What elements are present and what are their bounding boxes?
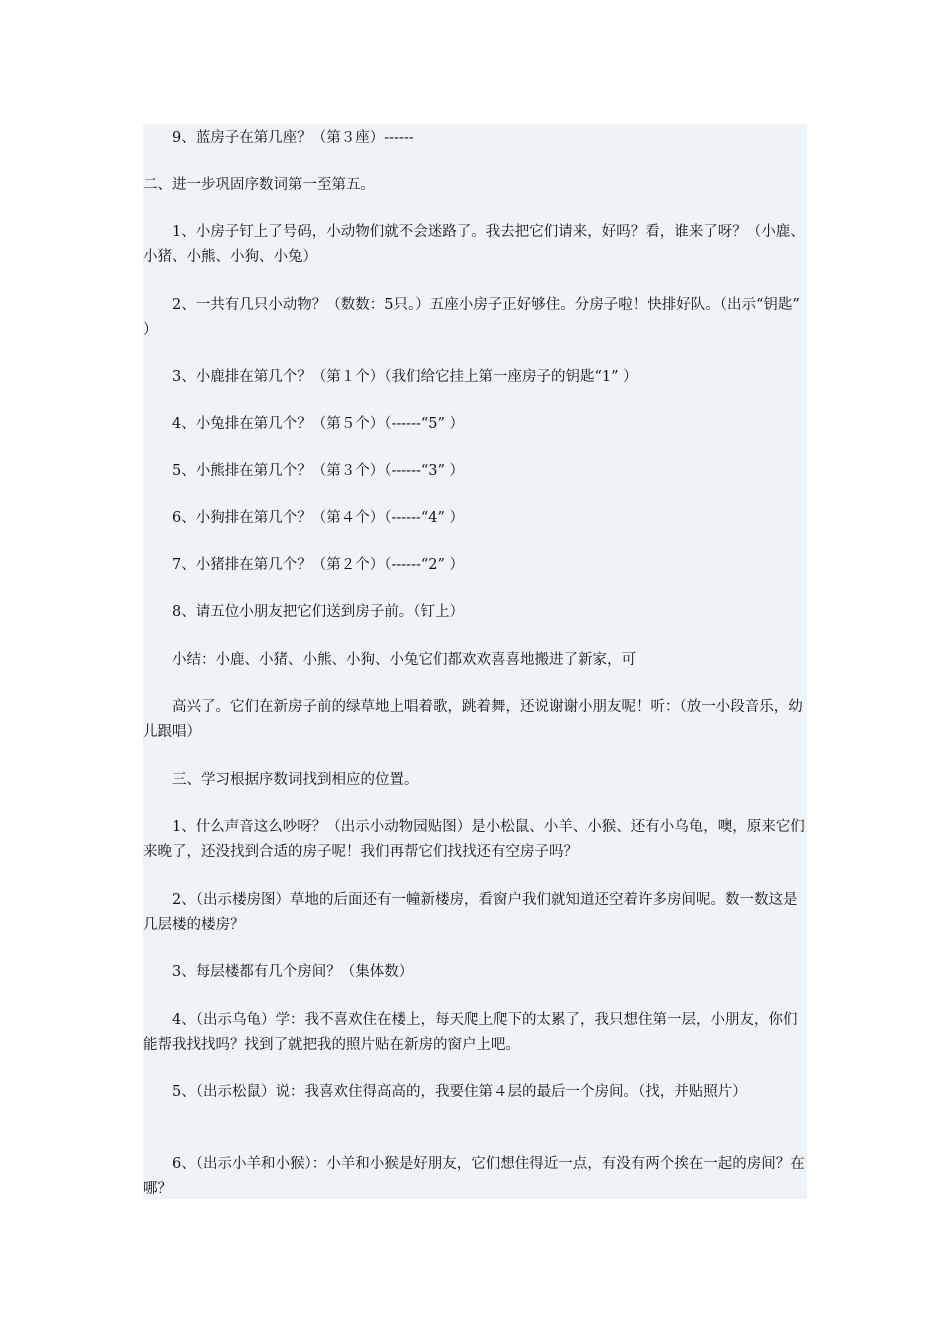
summary-paragraph: 小结：小鹿、小猪、小熊、小狗、小兔它们都欢欢喜喜地搬进了新家，可: [172, 652, 636, 668]
paragraph-1: 9、蓝房子在第几座？（第３座）------: [172, 130, 414, 146]
paragraph-17: 4、（出示乌龟）学：我不喜欢住在楼上，每天爬上爬下的太累了，我只想住第一层，小朋友，你们能帮我找找吗？找到了就把我的照片贴在新房的窗户上吧。: [143, 1012, 798, 1053]
paragraph-4: 2、一共有几只小动物？（数数：5只。）五座小房子正好够住。分房子啦！快排好队。（出示“钥匙” ）: [143, 297, 800, 338]
paragraph-9: 7、小猪排在第几个？（第２个）（------“2” ）: [172, 557, 465, 573]
paragraph-16: 3、每层楼都有几个房间？（集体数）: [172, 964, 414, 980]
paragraph-15: 2、（出示楼房图）草地的后面还有一幢新楼房，看窗户我们就知道还空着许多房间呢。数一数这是几层楼的楼房？: [143, 892, 798, 933]
paragraph-7: 5、小熊排在第几个？（第３个）（------“3” ）: [172, 463, 465, 479]
paragraph-8: 6、小狗排在第几个？（第４个）（------“4” ）: [172, 510, 465, 526]
paragraph-12: 高兴了。它们在新房子前的绿草地上唱着歌，跳着舞，还说谢谢小朋友呢！听：（放一小段音乐，幼儿跟唱）: [143, 699, 803, 740]
paragraph-10: 8、请五位小朋友把它们送到房子前。（钉上）: [172, 604, 464, 620]
paragraph-19: 6、（出示小羊和小猴）：小羊和小猴是好朋友，它们想住得近一点，有没有两个挨在一起的房间？在哪？: [143, 1156, 805, 1197]
paragraph-3: 1、小房子钉上了号码，小动物们就不会迷路了。我去把它们请来，好吗？看，谁来了呀？（小鹿、小猪、小熊、小狗、小兔）: [143, 224, 805, 265]
paragraph-18: 5、（出示松鼠）说：我喜欢住得高高的，我要住第４层的最后一个房间。（找，并贴照片）: [172, 1084, 747, 1100]
paragraph-5: 3、小鹿排在第几个？（第１个）（我们给它挂上第一座房子的钥匙“1” ）: [172, 369, 638, 385]
paragraph-14: 1、什么声音这么吵呀？（出示小动物园贴图）是小松鼠、小羊、小猴、还有小乌龟，噢，原来它们来晚了，还没找到合适的房子呢！我们再帮它们找找还有空房子吗？: [143, 819, 805, 860]
section-heading-3: 三、学习根据序数词找到相应的位置。: [172, 772, 419, 788]
section-heading-2: 二、进一步巩固序数词第一至第五。: [143, 177, 375, 193]
paragraph-6: 4、小兔排在第几个？（第５个）（------“5” ）: [172, 416, 465, 432]
